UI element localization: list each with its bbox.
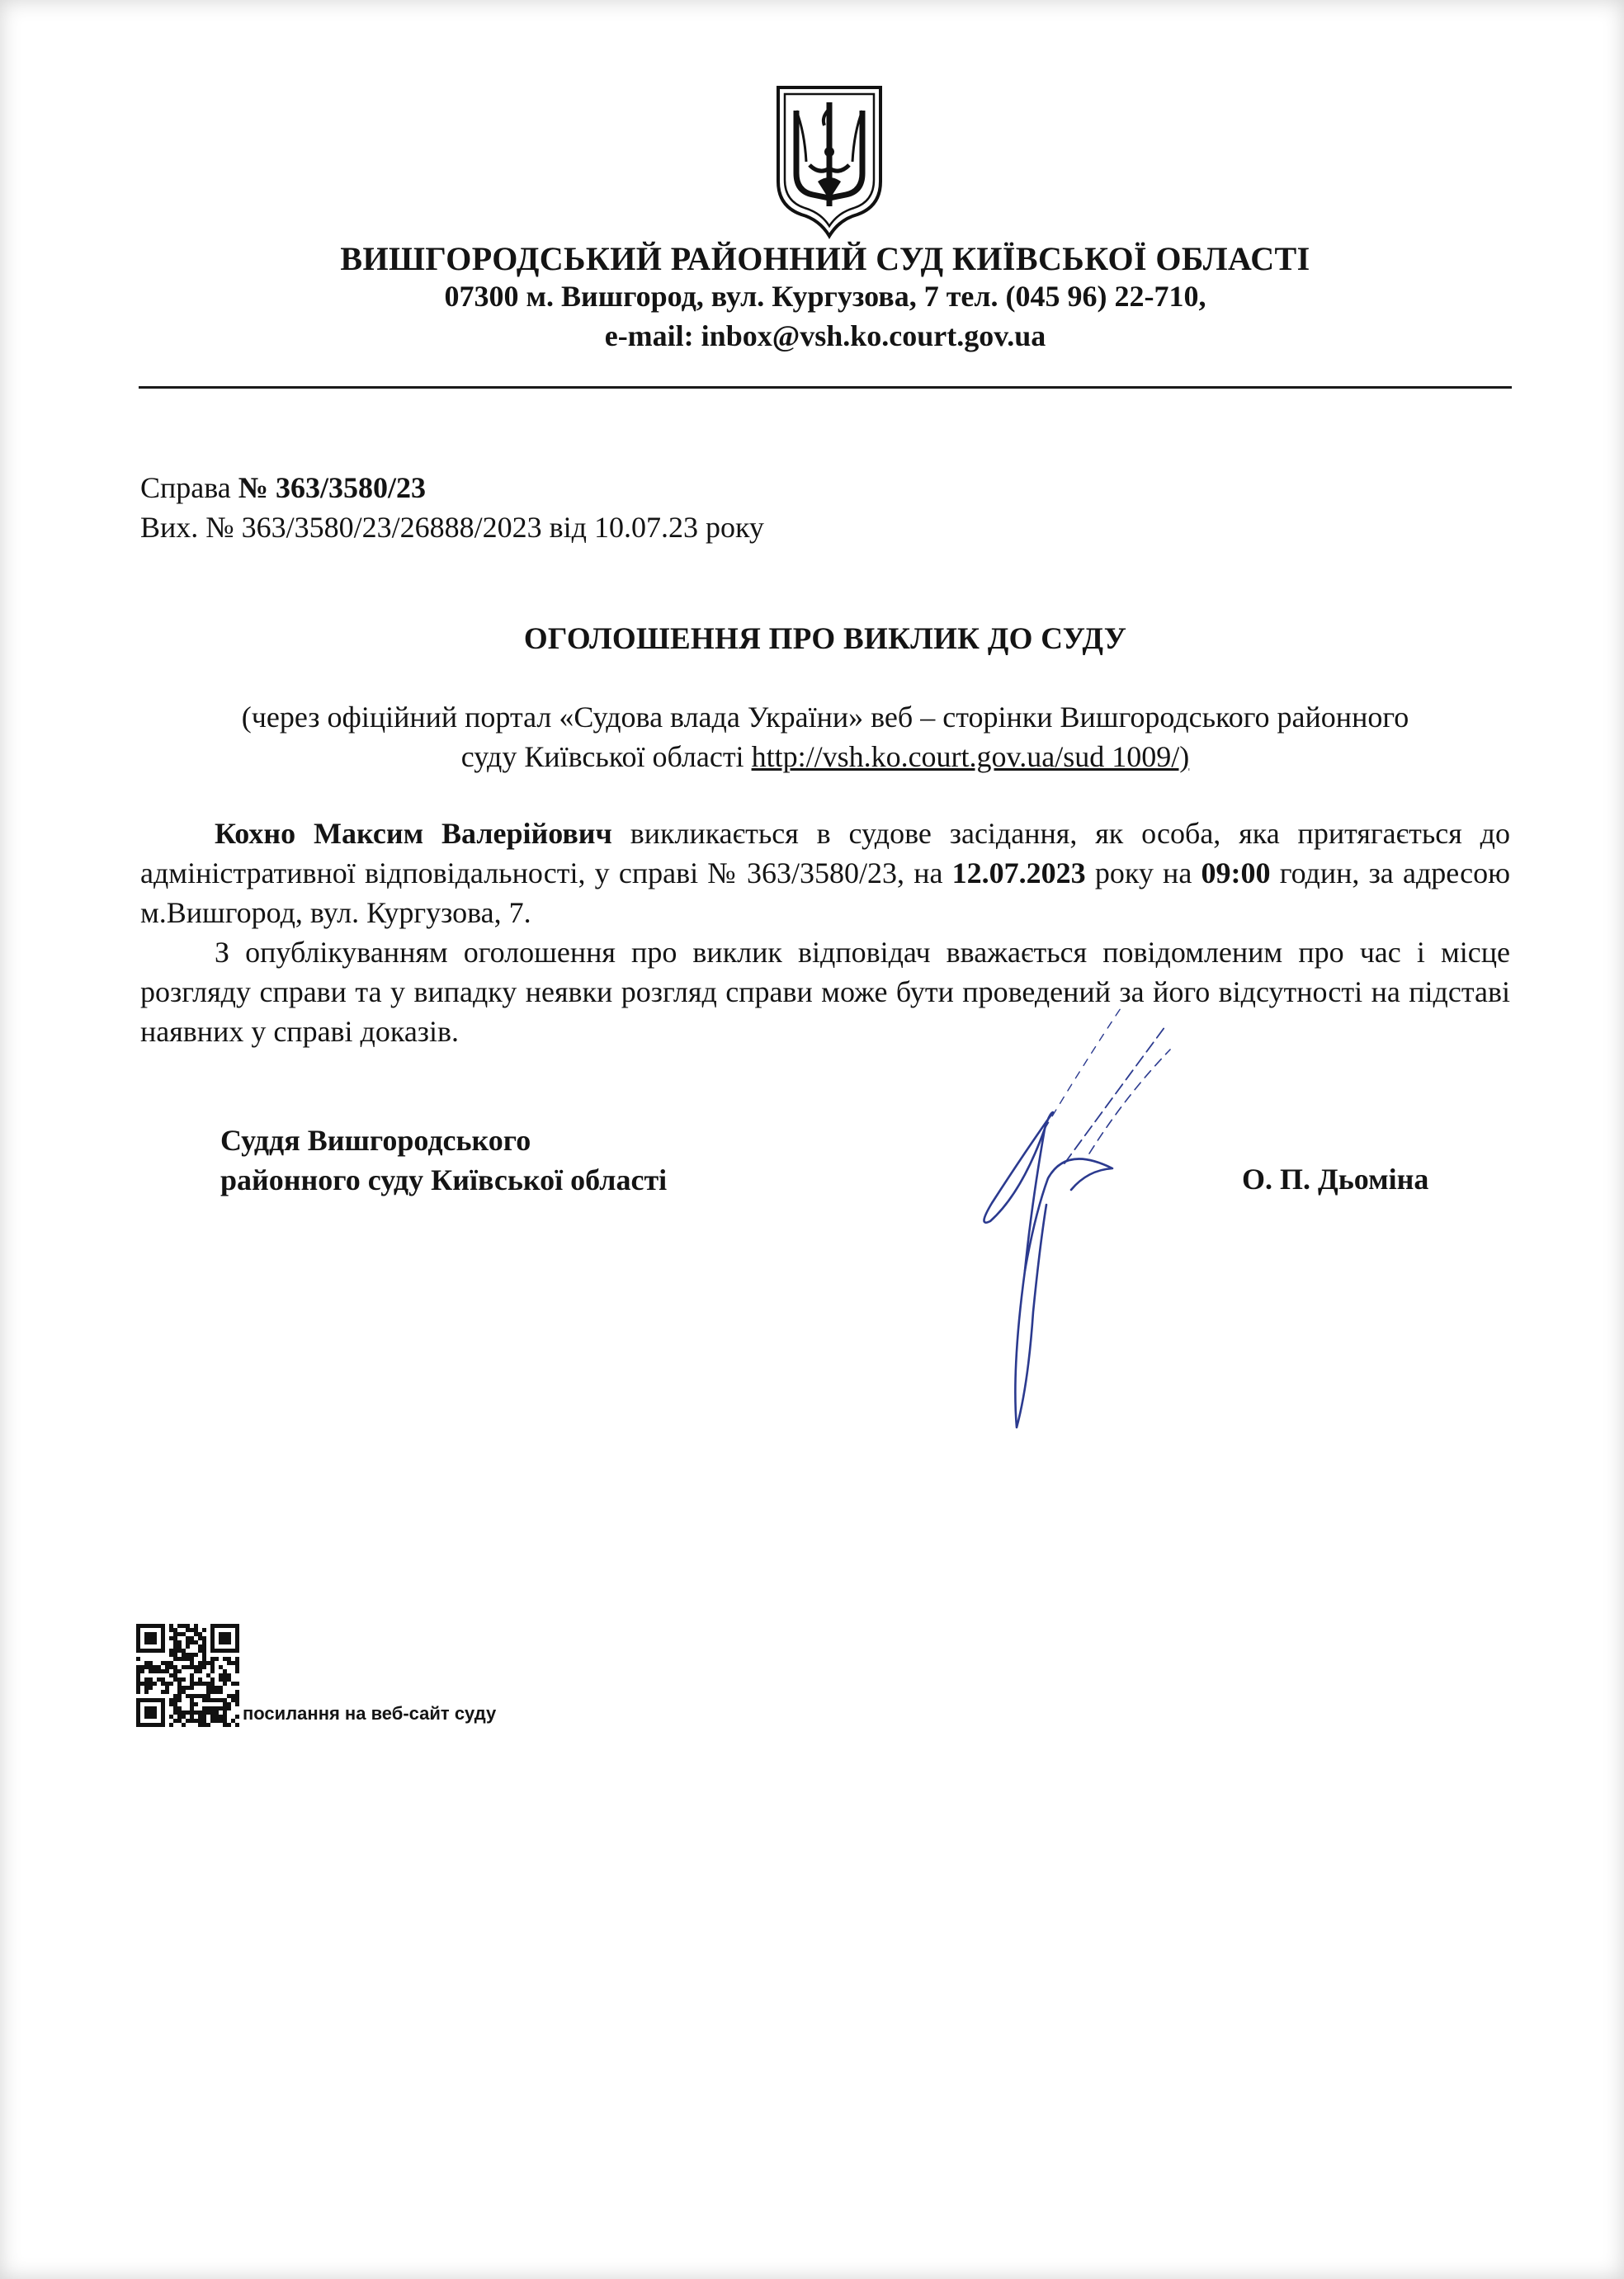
qr-code-icon — [136, 1624, 239, 1727]
judge-title-line1: Суддя Вишгородського — [220, 1124, 531, 1157]
summons-text-1: викликається в судове засідання, як особа, яка притягається до адміністративної відповідальності, у справі № 363/3580/23, на — [140, 817, 1510, 889]
summons-text-3: годин, за адресою м.Вишгород, вул. Кургузова, 7. — [140, 856, 1511, 929]
consequence-paragraph: З опублікуванням оголошення про виклик відповідач вважається повідомленим про час і місце розгляду справи та у випадку неявки розгляд справи може бути проведений за його відсутності на підставі наявних у справі доказів. — [140, 936, 1510, 1048]
court-address: 07300 м. Вишгород, вул. Кургузова, 7 тел. (045 96) 22-710, — [444, 280, 1206, 313]
portal-note-line2 — [140, 737, 1510, 776]
hearing-date: 12.07.2023 — [951, 856, 1086, 889]
judge-name: О. П. Дьоміна — [1242, 1163, 1429, 1196]
case-prefix: Справа — [140, 471, 238, 504]
portal-note — [140, 697, 1510, 776]
portal-note-line1: (через офіційний портал «Судова влада України» веб – сторінки Вишгородського районного — [241, 701, 1409, 734]
case-number: № 363/3580/23 — [238, 471, 426, 504]
summons-paragraph — [140, 814, 1510, 932]
court-email: e-mail: inbox@vsh.ko.court.gov.ua — [604, 319, 1046, 352]
signature-icon — [949, 998, 1263, 1444]
person-name: Кохно Максим Валерійович — [215, 817, 612, 850]
portal-note-text: суду Київської області — [460, 740, 752, 773]
court-name: ВИШГОРОДСЬКИЙ РАЙОННИЙ СУД КИЇВСЬКОЇ ОБЛАСТІ — [340, 240, 1310, 277]
notice-body — [140, 814, 1510, 1051]
hearing-time: 09:00 — [1201, 856, 1271, 889]
header-divider — [139, 386, 1512, 389]
portal-link[interactable]: http://vsh.ko.court.gov.ua/sud 1009/) — [751, 740, 1190, 773]
judge-title-line2: районного суду Київської області — [220, 1163, 668, 1196]
notice-title: ОГОЛОШЕННЯ ПРО ВИКЛИК ДО СУДУ — [523, 622, 1127, 656]
judge-title — [220, 1121, 667, 1200]
qr-caption: посилання на веб-сайт суду — [243, 1703, 497, 1724]
outgoing-number: Вих. № 363/3580/23/26888/2023 від 10.07.23 року — [140, 511, 764, 544]
case-number-line — [140, 470, 426, 505]
coat-of-arms-icon — [772, 83, 887, 239]
summons-text-2: року на — [1085, 856, 1201, 889]
